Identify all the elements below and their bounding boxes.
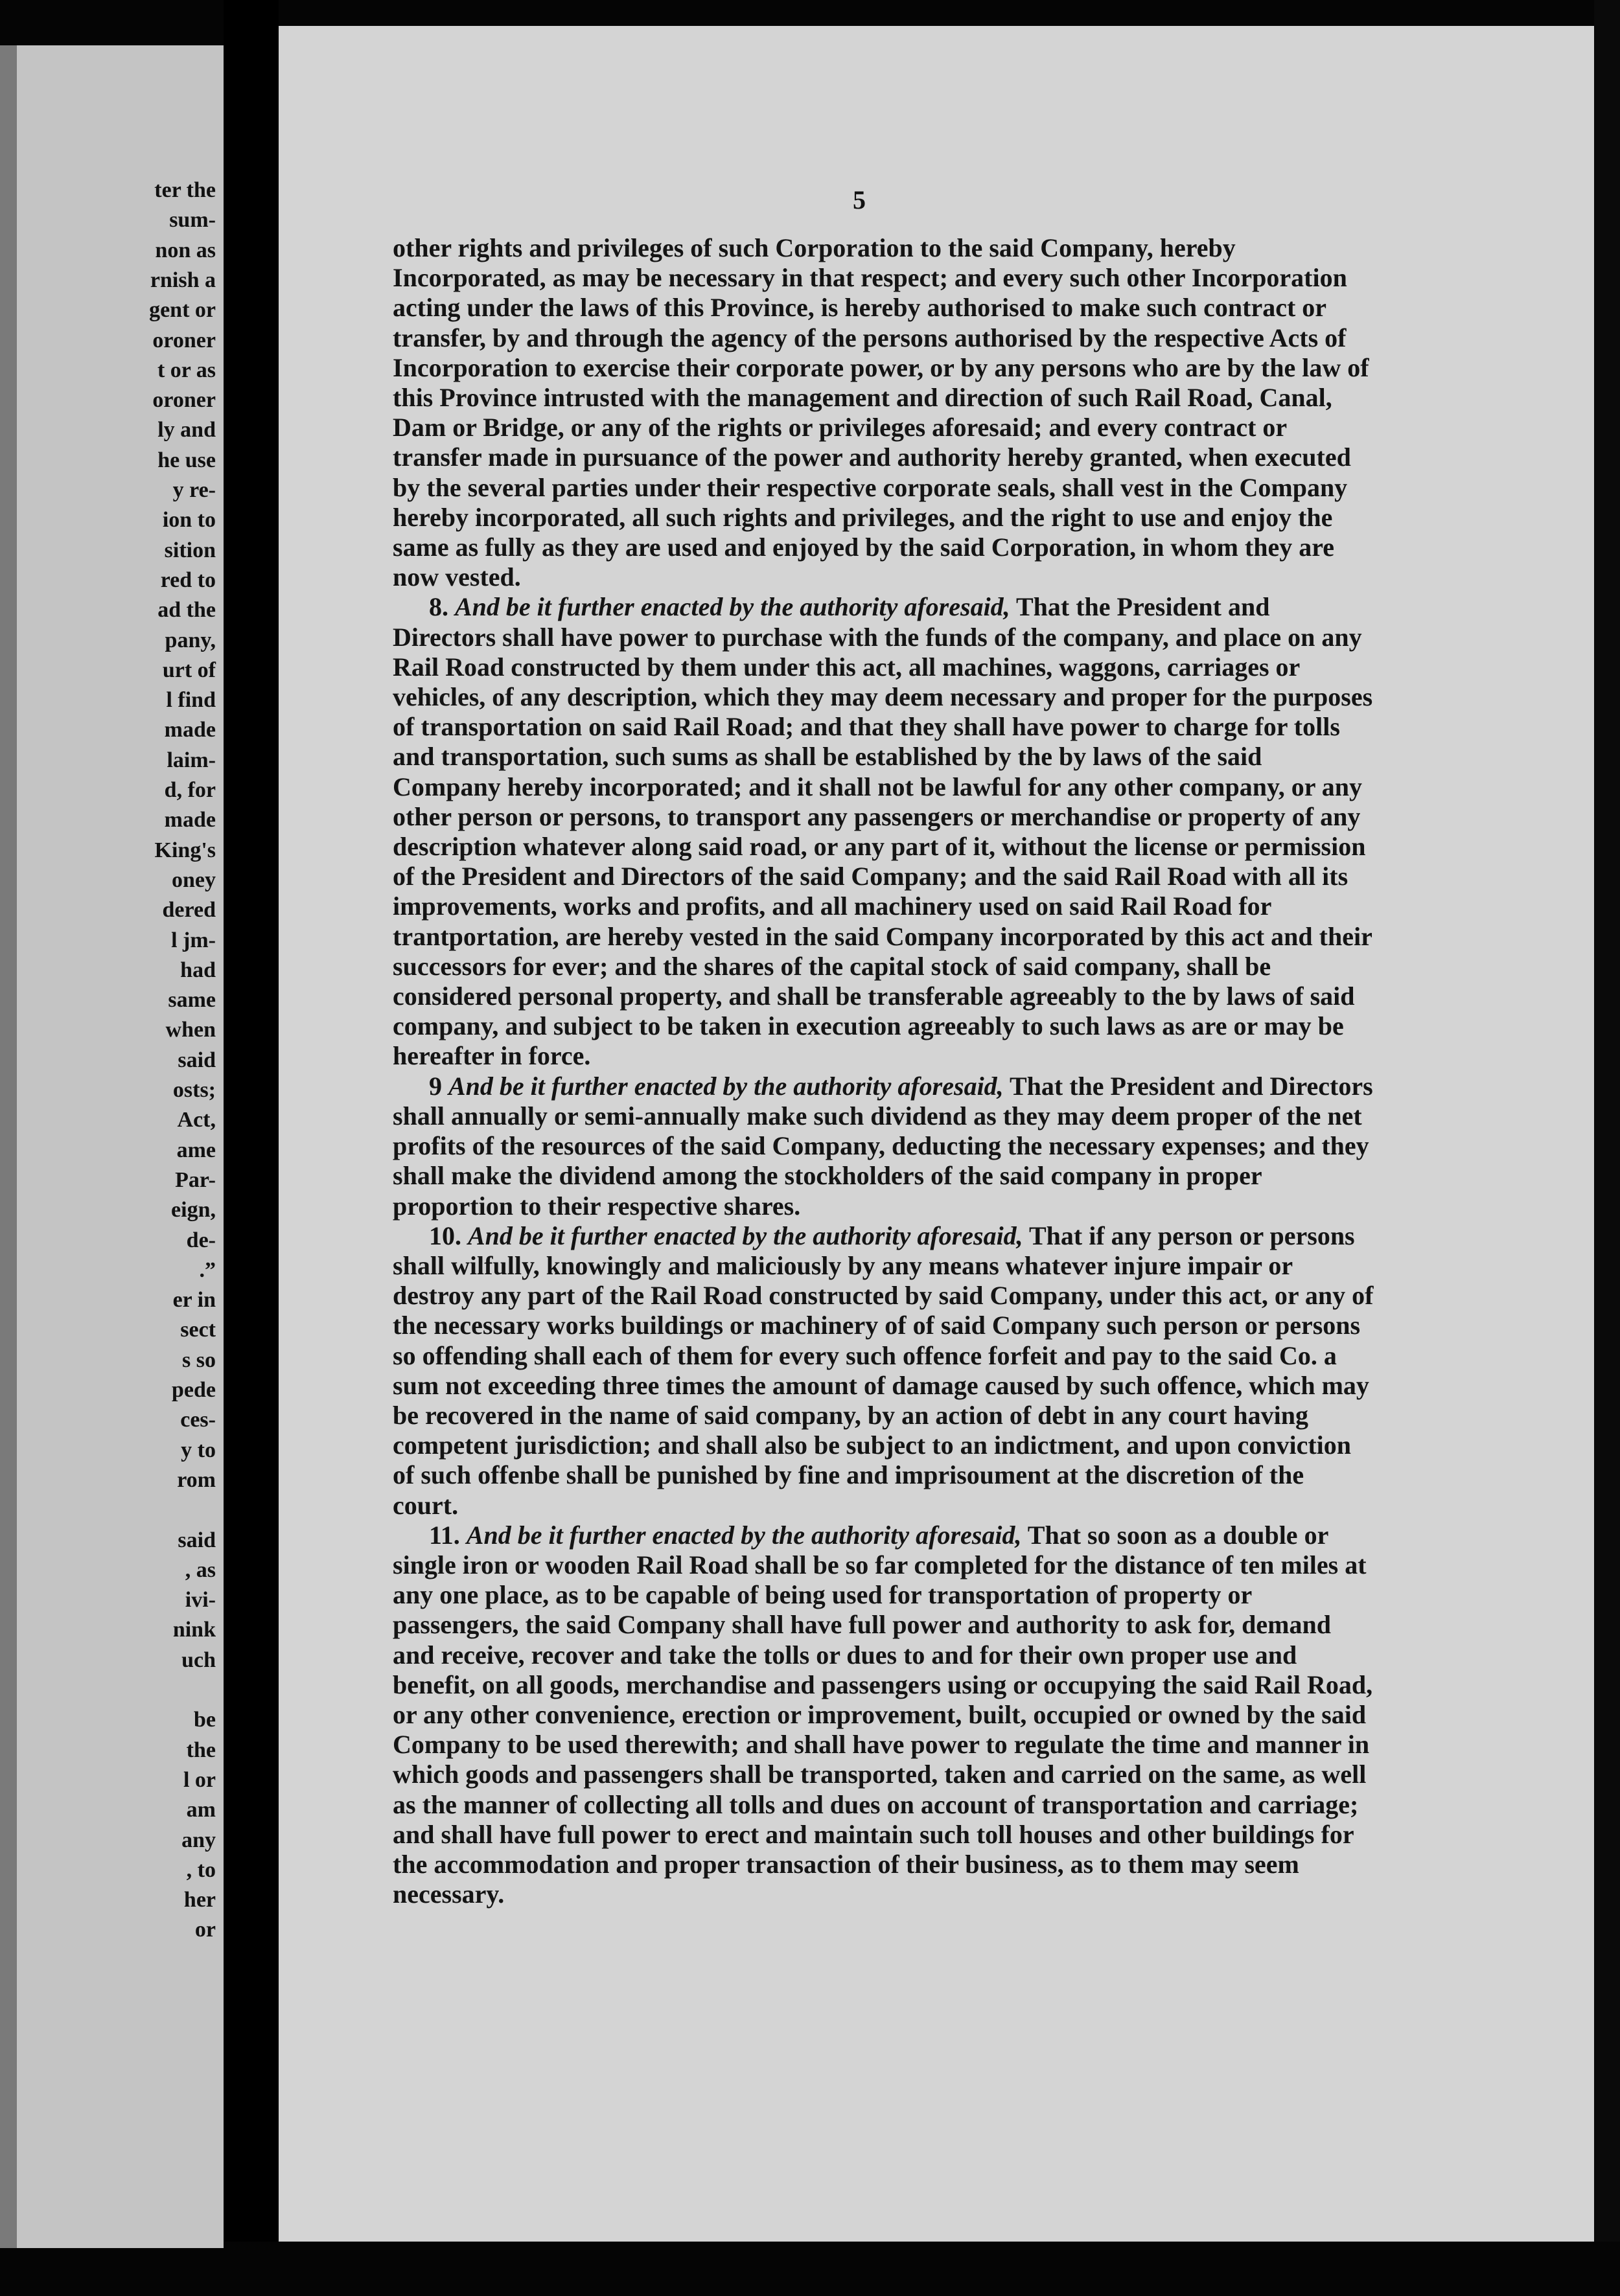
left-page-fragment: ter the [154,178,216,202]
left-page-fragment: l or [183,1767,216,1792]
left-page-fragment: said [178,1528,216,1552]
left-page-fragment: .” [199,1257,216,1282]
bottom-edge [224,2242,1620,2296]
left-page-fragment: sum- [169,208,216,233]
left-page-fragment: pany, [165,628,216,652]
left-page-fragment: same [168,988,216,1013]
page-gutter [224,0,279,2296]
left-page-fragment: t or as [157,358,216,382]
left-page-fragment: y re- [172,478,216,502]
left-page-fragment: gent or [149,298,216,323]
left-page-fragment: her [183,1888,216,1912]
left-page-fragment: oney [172,867,216,892]
left-page-fragment: when [165,1018,216,1042]
left-page-fragment: d, for [164,778,216,802]
left-page-fragment: had [180,958,216,982]
left-facing-page [0,45,224,2248]
left-page-fragment: am [186,1798,216,1822]
left-page-fragment: ces- [180,1408,216,1432]
left-page-fragment: ly and [157,418,216,442]
enacting-clause: And be it further enacted by the authority aforesaid, [468,1221,1023,1250]
left-page-fragment: said [178,1048,216,1072]
left-page-fragment: , to [186,1857,216,1882]
left-page-fragment: oroner [152,388,216,413]
left-page-fragment: eign, [171,1198,216,1223]
section-11 [393,1521,1374,1910]
section-text: That if any person or persons shall wilfully, knowingly and maliciously by any means whatever injure impair or destroy any part of the Rail Road constructed by said Company, under this act, or any of the necessary works buildings or machinery of of said Company such person or persons so offending shall each of them for every such offence forfeit and pay to the said Co. a sum not exceeding three times the amount of damage caused by such offence, which may be recovered in the name of said company, by an action of debt in any court having competent jurisdiction; and shall also be subject to an indictment, and upon conviction of such offenbe shall be punished by fine and imprisoument at the discretion of the court. [393,1221,1374,1520]
left-page-fragment: y to [181,1438,216,1462]
left-page-fragment: he use [157,448,216,472]
left-page-fragment: de- [186,1228,216,1252]
section-number: 11. [429,1520,460,1550]
right-page-edge [1594,0,1620,2296]
left-page-fragment: rom [177,1467,216,1492]
section-number: 10. [429,1221,461,1250]
left-page-fragment: ivi- [185,1588,216,1613]
left-page-fragment: sect [180,1318,216,1342]
left-page-fragment: oroner [152,328,216,352]
enacting-clause: And be it further enacted by the authority aforesaid, [455,592,1010,622]
left-page-fragment: osts; [172,1078,216,1102]
left-page-fragment: l find [166,688,216,713]
page-number: 5 [853,185,866,214]
left-page-fragment: King's [154,838,216,862]
left-page-fragment: made [164,808,216,832]
left-page-fragment: laim- [167,748,216,772]
left-page-fragment: Par- [175,1167,216,1192]
section-text: That the President and Directors shall have power to purchase with the funds of the company, and place on any Rail Road constructed by them under this act, all machines, waggons, carriages or vehicles, of any description, which they may deem necessary and proper for the purposes of transportation on said Rail Road; and that they shall have power to charge for tolls and transportation, such sums as shall be established by the by laws of the said Company hereby incorporated; and it shall not be lawful for any other company, or any other person or persons, to transport any passengers or merchandise or property of any description whatever along said road, or any part of it, without the license or permission of the President and Directors of the said Company; and the said Rail Road with all its improvements, works and profits, and all machinery used on said Rail Road for trantportation, are hereby vested in the said Company incorporated by this act and their successors for ever; and the shares of the capital stock of said company, shall be considered personal property, and shall be transferable agreeably to the by laws of said company, and subject to be taken in execution agreeably to such laws as are or may be hereafter in force. [393,592,1373,1071]
intro-paragraph: other rights and privileges of such Corporation to the said Company, hereby Incorporated, as may be necessary in that respect; and every such other Incorporation acting under the laws of this Province, is hereby authorised to make such contract or transfer, by and through the agency of the persons authorised by the respective Acts of Incorporation to exercise their corporate power, or by any persons who are by the law of this Province intrusted with the management and direction of such Rail Road, Canal, Dam or Bridge, or any of the rights or privileges aforesaid; and every contract or transfer made in pursuance of the power and authority hereby granted, when executed by the several parties under their respective corporate seals, shall vest in the Company hereby incorporated, all such rights and privileges, and the right to use and enjoy the same as fully as they are used and enjoyed by the said Corporation, in whom they are now vested. [393,233,1369,592]
section-8 [393,592,1374,1071]
left-page-fragment: non as [155,238,216,262]
section-text: That the President and Directors shall annually or semi-annually make such dividend as they may deem proper of the net profits of the resources of the said Company, deducting the necessary expenses; and they shall make the dividend among the stockholders of the said company in proper proportion to their respective shares. [393,1071,1373,1221]
section-9 [393,1072,1374,1221]
left-page-fragment: , as [185,1557,216,1582]
left-page-fragment: ad the [157,598,216,623]
statute-text [393,233,1374,1909]
left-page-fragment: made [164,718,216,742]
left-page-fragment: s so [182,1348,216,1372]
left-page-fragment: uch [181,1647,216,1672]
enacting-clause: And be it further enacted by the authority aforesaid, [448,1071,1004,1101]
section-number: 9 [429,1071,442,1101]
section-10 [393,1221,1374,1521]
left-page-fragment: ion to [162,508,216,533]
section-text: That so soon as a double or single iron or wooden Rail Road shall be so far completed for the distance of ten miles at any one place, as to be capable of being used for transportation of property or passengers, the said Company shall have full power and authority to ask for, demand and receive, recover and take the tolls or dues to and for their own proper use and benefit, on all goods, merchandise and passengers using or occupying the said Rail Road, or any other convenience, erection or improvement, built, occupied or owned by the said Company to be used therewith; and shall have power to regulate the time and manner in which goods and passengers shall be transported, taken and carried on the same, as well as the manner of collecting all tolls and dues on account of transportation and carriage; and shall have full power to erect and maintain such toll houses and other buildings for the accommodation and proper transaction of their business, as to them may seem necessary. [393,1520,1373,1909]
left-page-fragment: er in [172,1288,216,1313]
left-page-fragment: Act, [177,1108,216,1132]
left-page-fragment: pede [172,1378,216,1402]
left-page-fragment: ame [176,1138,216,1162]
left-page-fragment: dered [162,898,216,923]
left-page-fragment: be [194,1708,216,1732]
left-page-fragment: any [181,1828,216,1852]
left-page-fragment: the [186,1738,216,1762]
left-page-fragment: l jm- [171,928,216,952]
left-page-fragment: or [194,1918,216,1942]
left-page-fragment: red to [160,568,216,592]
left-page-fragment: sition [164,538,216,562]
section-number: 8. [429,592,448,622]
left-page-fragment: nink [172,1618,216,1642]
left-page-margin [0,45,17,2248]
left-page-fragment: urt of [162,658,216,682]
left-page-fragment: rnish a [150,268,216,292]
enacting-clause: And be it further enacted by the authority aforesaid, [466,1520,1022,1550]
